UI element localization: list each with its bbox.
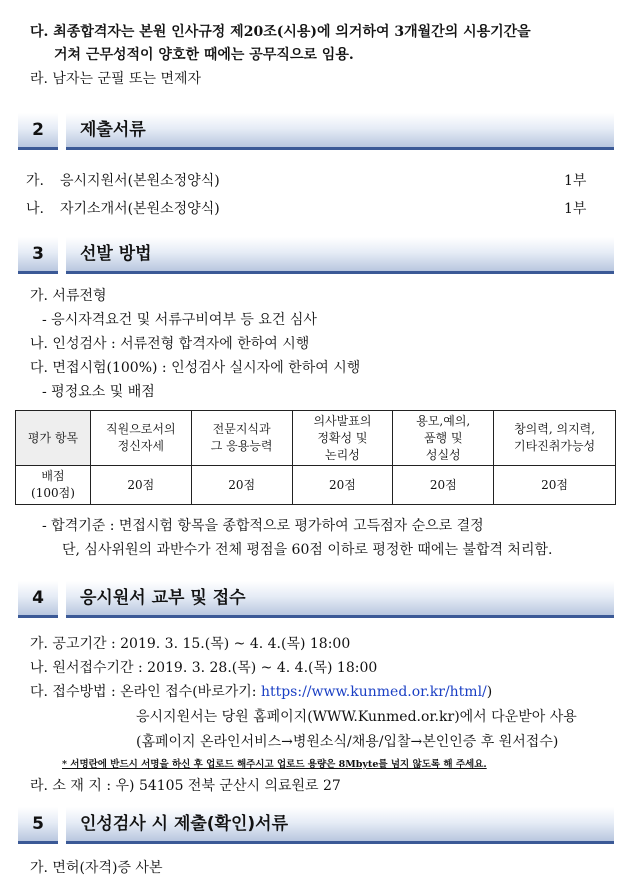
score-cell: 20점: [494, 466, 616, 505]
selection-interview: 다. 면접시험(100%) : 인성검사 실시자에 한하여 시행: [30, 360, 361, 376]
application-method: 다. 접수방법 : 온라인 접수(바로가기: https://www.kunmed.or.kr/html/): [30, 684, 493, 700]
final-pass-notice-line2: 거쳐 근무성적이 양호한 때에는 공무직으로 임용.: [54, 47, 354, 63]
selection-document-screening-detail: - 응시자격요건 및 서류구비여부 등 요건 심사: [42, 312, 317, 328]
section-number: 4: [18, 581, 58, 618]
military-requirement: 라. 남자는 군필 또는 면제자: [30, 71, 202, 87]
license-copy: 가. 면허(자격)증 사본: [30, 860, 163, 876]
section-header-documents: [18, 113, 614, 149]
criteria-cell: 창의력, 의지력, 기타진취가능성: [494, 411, 616, 466]
section-header-selection: [18, 237, 614, 273]
document-marker: 가.: [26, 173, 44, 189]
interview-criteria-table: [15, 410, 616, 505]
application-period: 나. 원서접수기간 : 2019. 3. 28.(목) ~ 4. 4.(목) 18:00: [30, 660, 378, 676]
pass-criteria-exception: 단, 심사위원의 과반수가 전체 평점을 60점 이하로 평정한 때에는 불합격 처리함.: [62, 542, 553, 558]
signature-upload-note: * 서명란에 반드시 서명을 하신 후 업로드 해주시고 업로드 용량은 8Mbyte를 넘지 않도록 해 주세요.: [62, 759, 487, 770]
section-title: 인성검사 시 제출(확인)서류: [66, 807, 614, 844]
document-name: 자기소개서(본원소정양식): [60, 201, 220, 217]
online-application-link[interactable]: https://www.kunmed.or.kr/html/: [260, 684, 487, 700]
document-count: 1부: [564, 201, 587, 217]
location-address: 라. 소 재 지 : 우) 54105 전북 군산시 의료원로 27: [30, 778, 341, 794]
score-cell: 20점: [191, 466, 292, 505]
score-cell: 20점: [90, 466, 191, 505]
section-header-application: [18, 581, 614, 617]
application-steps: (홈페이지 온라인서비스→병원소식/채용/입찰→본인인증 후 원서접수): [136, 734, 559, 750]
section-number: 2: [18, 113, 58, 150]
section-title: 선발 방법: [66, 237, 614, 274]
section-number: 5: [18, 807, 58, 844]
table-row: [16, 466, 616, 505]
section-title: 제출서류: [66, 113, 614, 150]
final-pass-notice-line1: 다. 최종합격자는 본원 인사규정 제20조(시용)에 의거하여 3개월간의 시용기간을: [30, 24, 531, 40]
score-cell: 20점: [393, 466, 494, 505]
selection-interview-criteria-label: - 평정요소 및 배점: [42, 384, 155, 400]
criteria-cell: 의사발표의 정확성 및 논리성: [292, 411, 393, 466]
table-row: [16, 411, 616, 466]
notice-period: 가. 공고기간 : 2019. 3. 15.(목) ~ 4. 4.(목) 18:00: [30, 636, 351, 652]
criteria-cell: 전문지식과 그 응용능력: [191, 411, 292, 466]
criteria-cell: 직원으로서의 정신자세: [90, 411, 191, 466]
row-header-cell: 평가 항목: [16, 411, 91, 466]
section-title: 응시원서 교부 및 접수: [66, 581, 614, 618]
pass-criteria: - 합격기준 : 면접시험 항목을 종합적으로 평가하여 고득점자 순으로 결정: [42, 518, 484, 534]
application-form-download: 응시지원서는 당원 홈페이지(WWW.Kunmed.or.kr)에서 다운받아 사용: [136, 709, 577, 725]
criteria-cell: 용모,예의, 품행 및 성실성: [393, 411, 494, 466]
document-marker: 나.: [26, 201, 44, 217]
score-cell: 20점: [292, 466, 393, 505]
document-count: 1부: [564, 173, 587, 189]
score-header-cell: 배점 (100점): [16, 466, 91, 505]
section-number: 3: [18, 237, 58, 274]
selection-document-screening: 가. 서류전형: [30, 288, 107, 304]
document-name: 응시지원서(본원소정양식): [60, 173, 220, 189]
section-header-check-documents: [18, 807, 614, 843]
selection-personality-test: 나. 인성검사 : 서류전형 합격자에 한하여 시행: [30, 336, 310, 352]
